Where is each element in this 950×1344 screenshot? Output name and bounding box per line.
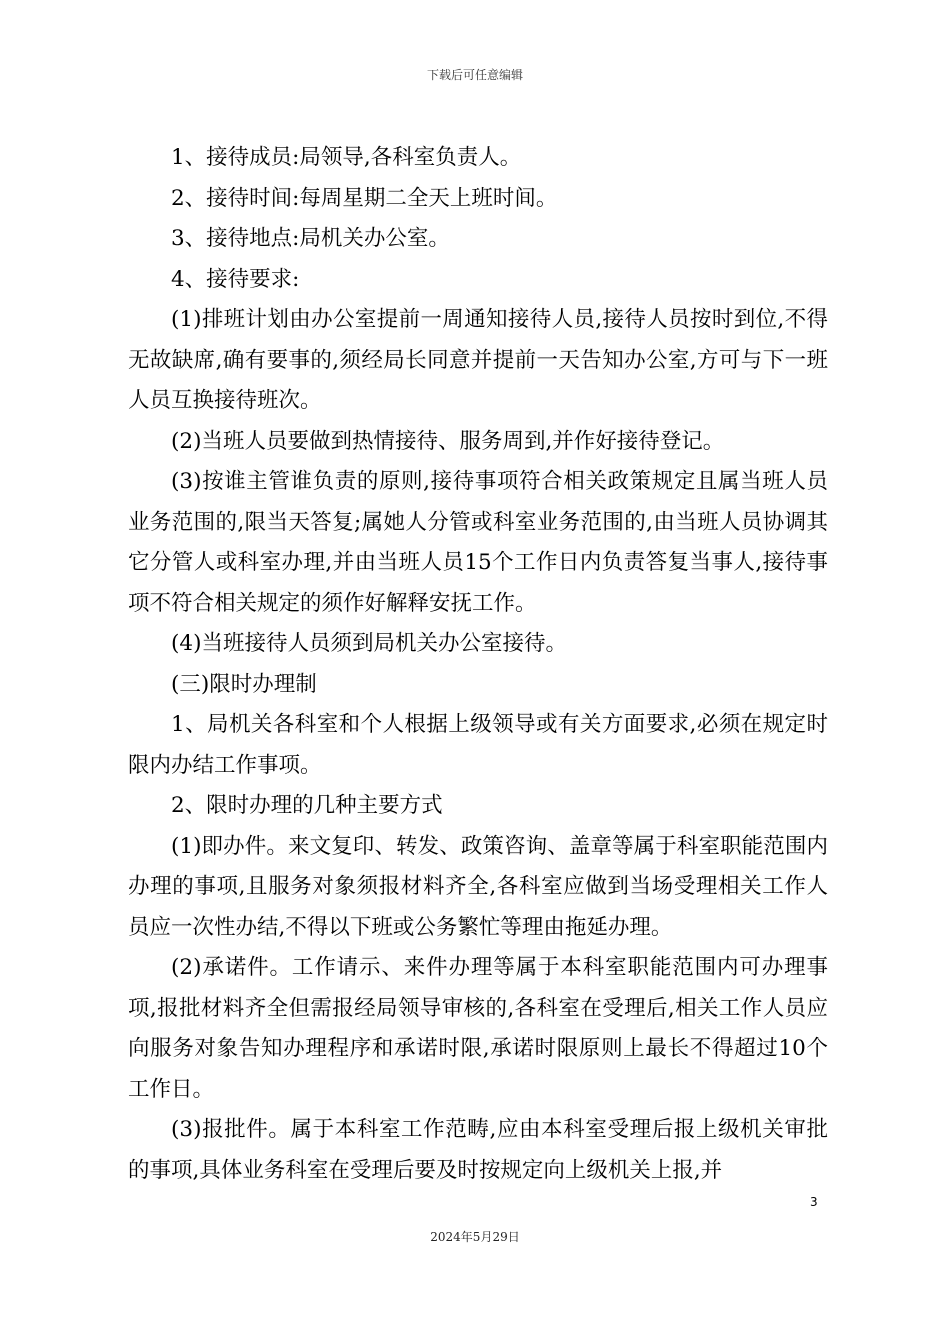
footer-date: 2024年5月29日 <box>430 1230 520 1244</box>
paragraph: 2、限时办理的几种主要方式 <box>171 793 443 818</box>
paragraph: (2)承诺件。工作请示、来件办理等属于本科室职能范围内可办理事项,报批材料齐全但需报经局领导审核的,各科室在受理后,相关工作人员应向服务对象告知办理程序和承诺时限,承诺时限原则上最长不得超过10个工作日。 <box>128 955 828 1102</box>
page-number: 3 <box>810 1195 818 1209</box>
paragraph: 2、接待时间:每周星期二全天上班时间。 <box>171 185 558 211</box>
paragraph: 4、接待要求: <box>171 266 300 292</box>
paragraph: (1)即办件。来文复印、转发、政策咨询、盖章等属于科室职能范围内办理的事项,且服务对象须报材料齐全,各科室应做到当场受理相关工作人员应一次性办结,不得以下班或公务繁忙等理由拖延办理。 <box>128 833 828 940</box>
paragraph: (3)按谁主管谁负责的原则,接待事项符合相关政策规定且属当班人员业务范围的,限当天答复;属她人分管或科室业务范围的,由当班人员协调其它分管人或科室办理,并由当班人员15个工作日内负责答复当事人,接待事项不符合相关规定的须作好解释安抚工作。 <box>128 469 828 616</box>
paragraph: (3)报批件。属于本科室工作范畴,应由本科室受理后报上级机关审批的事项,具体业务科室在受理后要及时按规定向上级机关上报,并 <box>128 1117 828 1183</box>
paragraph: (4)当班接待人员须到局机关办公室接待。 <box>171 631 567 656</box>
paragraph: (2)当班人员要做到热情接待、服务周到,并作好接待登记。 <box>171 428 725 454</box>
document-body <box>128 138 828 1191</box>
page-header: 下载后可任意编辑 <box>426 68 523 82</box>
paragraph: 1、局机关各科室和个人根据上级领导或有关方面要求,必须在规定时限内办结工作事项。 <box>128 712 828 778</box>
paragraph: (1)排班计划由办公室提前一周通知接待人员,接待人员按时到位,不得无故缺席,确有要事的,须经局长同意并提前一天告知办公室,方可与下一班人员互换接待班次。 <box>128 307 828 413</box>
section-heading: (三)限时办理制 <box>171 671 317 697</box>
paragraph: 3、接待地点:局机关办公室。 <box>171 226 450 251</box>
paragraph: 1、接待成员:局领导,各科室负责人。 <box>171 145 522 170</box>
